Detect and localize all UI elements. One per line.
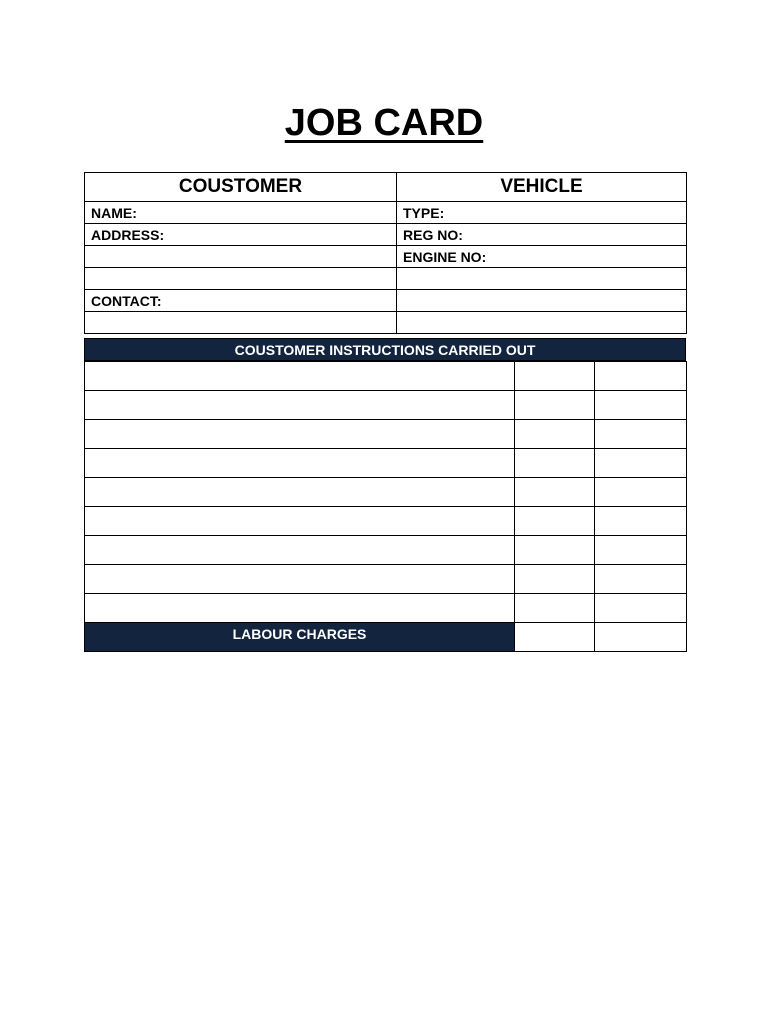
instruction-cell-2[interactable] xyxy=(515,362,595,391)
instruction-cell-2[interactable] xyxy=(515,391,595,420)
customer-contact-line-2[interactable] xyxy=(85,312,397,334)
customer-heading: COUSTOMER xyxy=(85,173,397,202)
labour-charges-label: LABOUR CHARGES xyxy=(85,623,515,652)
instructions-banner: COUSTOMER INSTRUCTIONS CARRIED OUT xyxy=(84,338,686,361)
title-text: JOB CARD xyxy=(284,102,484,144)
customer-name-field[interactable]: NAME: xyxy=(85,202,397,224)
vehicle-blank-field-2[interactable] xyxy=(397,290,687,312)
instruction-row xyxy=(85,536,687,565)
instruction-cell-3[interactable] xyxy=(595,565,687,594)
instruction-text-cell[interactable] xyxy=(85,536,515,565)
vehicle-blank-field-1[interactable] xyxy=(397,268,687,290)
instruction-cell-2[interactable] xyxy=(515,478,595,507)
instruction-cell-3[interactable] xyxy=(595,536,687,565)
customer-address-line-2[interactable] xyxy=(85,246,397,268)
instruction-cell-3[interactable] xyxy=(595,478,687,507)
instruction-cell-2[interactable] xyxy=(515,565,595,594)
instruction-row xyxy=(85,420,687,449)
instruction-cell-2[interactable] xyxy=(515,507,595,536)
customer-contact-field[interactable]: CONTACT: xyxy=(85,290,397,312)
instruction-text-cell[interactable] xyxy=(85,420,515,449)
instruction-text-cell[interactable] xyxy=(85,594,515,623)
instruction-cell-3[interactable] xyxy=(595,362,687,391)
instruction-cell-3[interactable] xyxy=(595,391,687,420)
labour-cell-2[interactable] xyxy=(595,623,687,652)
vehicle-engine-field[interactable]: ENGINE NO: xyxy=(397,246,687,268)
instruction-text-cell[interactable] xyxy=(85,507,515,536)
instruction-text-cell[interactable] xyxy=(85,565,515,594)
instruction-cell-3[interactable] xyxy=(595,507,687,536)
instruction-row xyxy=(85,362,687,391)
instruction-text-cell[interactable] xyxy=(85,362,515,391)
instruction-cell-3[interactable] xyxy=(595,594,687,623)
instruction-cell-3[interactable] xyxy=(595,449,687,478)
instruction-cell-2[interactable] xyxy=(515,536,595,565)
vehicle-reg-field[interactable]: REG NO: xyxy=(397,224,687,246)
instruction-row xyxy=(85,565,687,594)
instruction-row xyxy=(85,594,687,623)
instruction-row xyxy=(85,507,687,536)
vehicle-type-field[interactable]: TYPE: xyxy=(397,202,687,224)
instructions-table xyxy=(84,361,687,652)
vehicle-heading: VEHICLE xyxy=(397,173,687,202)
instruction-cell-2[interactable] xyxy=(515,449,595,478)
vehicle-blank-field-3[interactable] xyxy=(397,312,687,334)
instruction-text-cell[interactable] xyxy=(85,449,515,478)
customer-address-line-3[interactable] xyxy=(85,268,397,290)
labour-cell-1[interactable] xyxy=(515,623,595,652)
page-title xyxy=(0,100,768,146)
instruction-row xyxy=(85,449,687,478)
instruction-row xyxy=(85,478,687,507)
instruction-row xyxy=(85,391,687,420)
customer-vehicle-table xyxy=(84,172,687,334)
instruction-cell-2[interactable] xyxy=(515,594,595,623)
instruction-text-cell[interactable] xyxy=(85,391,515,420)
customer-address-field[interactable]: ADDRESS: xyxy=(85,224,397,246)
labour-row xyxy=(85,623,687,652)
instruction-cell-3[interactable] xyxy=(595,420,687,449)
instruction-cell-2[interactable] xyxy=(515,420,595,449)
instruction-text-cell[interactable] xyxy=(85,478,515,507)
